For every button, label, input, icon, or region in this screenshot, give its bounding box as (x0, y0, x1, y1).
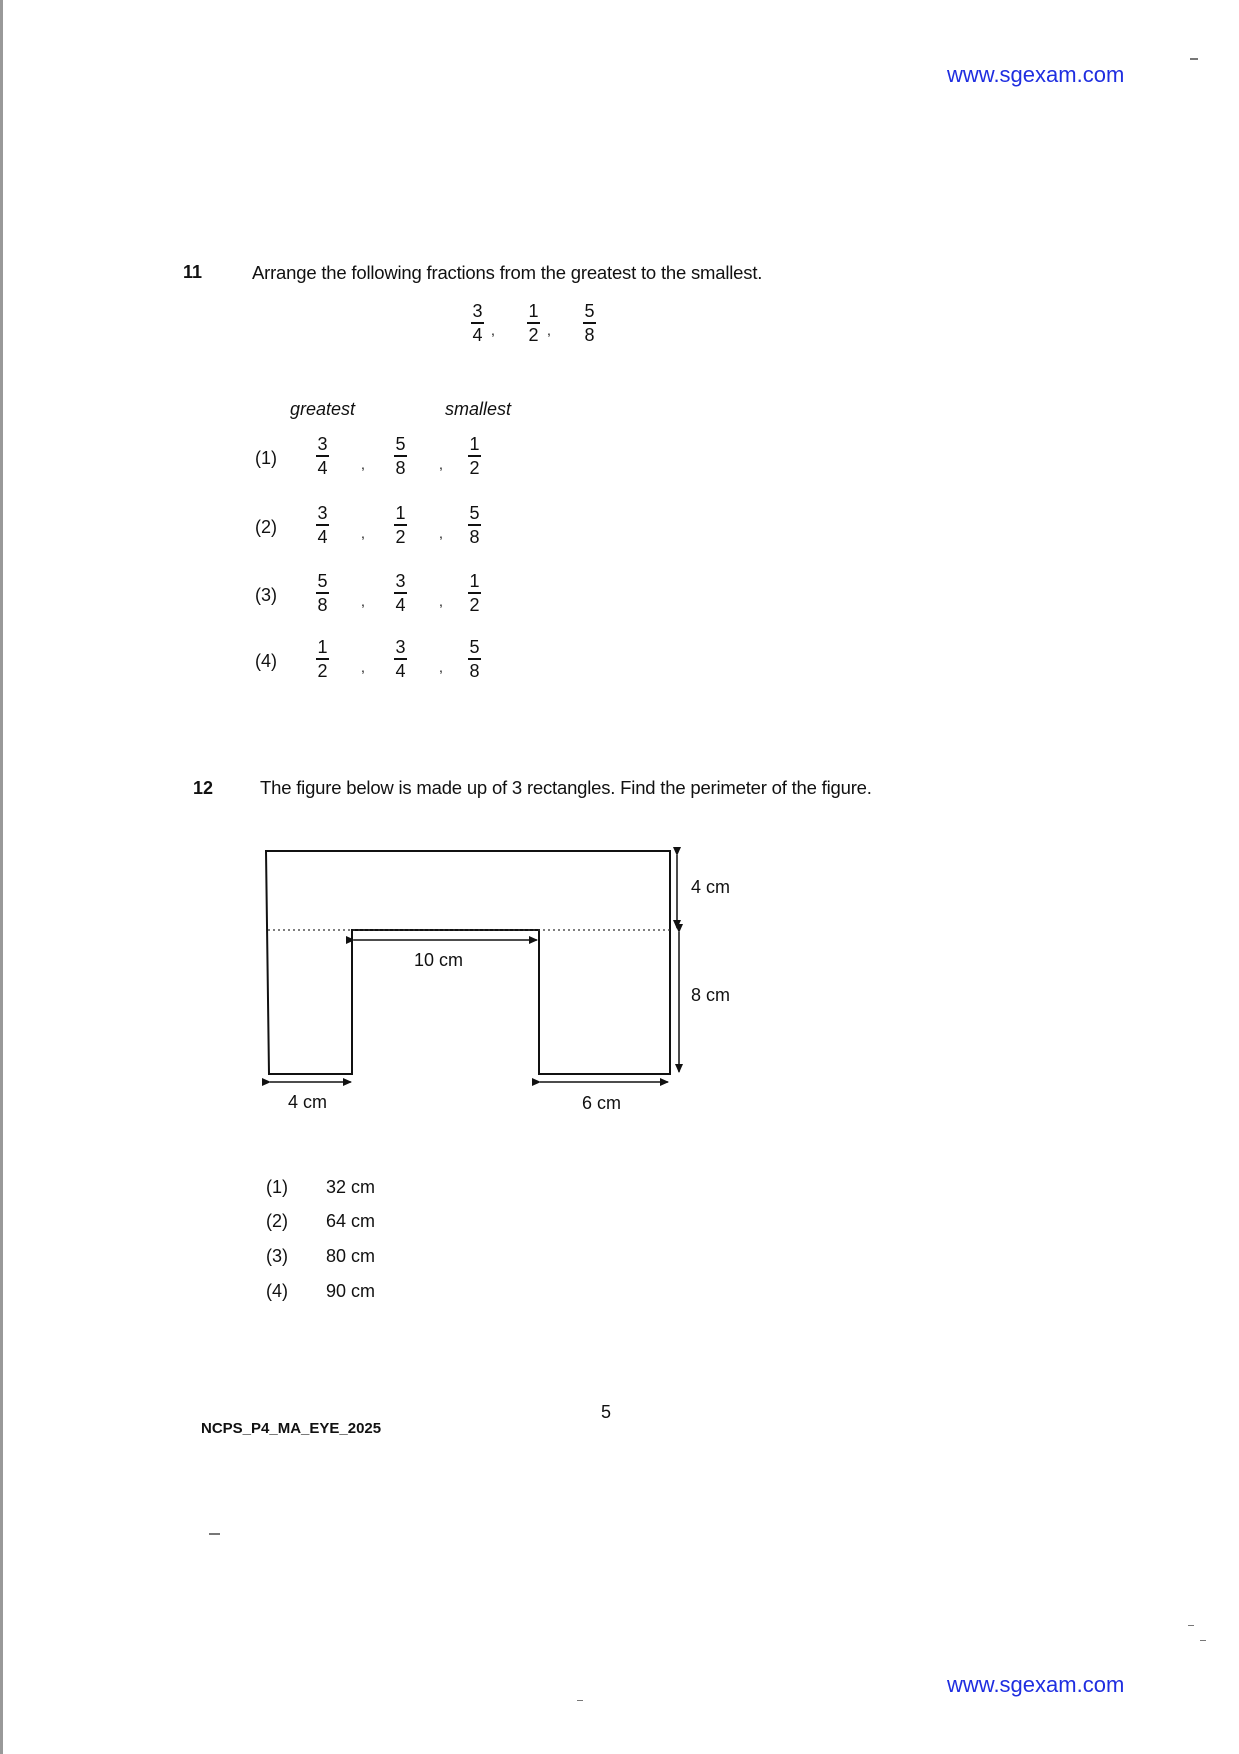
numerator: 3 (395, 637, 406, 657)
q12-option-value: 90 cm (326, 1281, 376, 1301)
q11-option-label[interactable]: (3) (255, 585, 277, 605)
numerator: 5 (469, 637, 480, 657)
comma-separator: , (439, 659, 443, 675)
numerator: 5 (584, 301, 595, 321)
denominator: 8 (584, 324, 595, 345)
numerator: 1 (528, 301, 539, 321)
denominator: 2 (469, 594, 480, 615)
label-side-height: 8 cm (691, 985, 731, 1005)
q11-option-label[interactable]: (2) (255, 517, 277, 537)
denominator: 4 (395, 594, 406, 615)
denominator: 4 (317, 526, 328, 547)
scan-mark (1200, 1640, 1206, 1641)
numerator: 3 (317, 434, 328, 454)
q12-text: The figure below is made up of 3 rectangles. Find the perimeter of the figure. (260, 777, 872, 798)
q11-text: Arrange the following fractions from the greatest to the smallest. (252, 262, 763, 283)
page-number: 5 (601, 1402, 612, 1422)
comma-separator: , (439, 525, 443, 541)
numerator: 3 (472, 301, 483, 321)
footer-website-link[interactable]: www.sgexam.com (947, 1672, 1125, 1697)
q11-option-label[interactable]: (1) (255, 448, 277, 468)
scan-mark (577, 1700, 583, 1701)
numerator: 5 (469, 503, 480, 523)
q12-option-value: 64 cm (326, 1211, 376, 1231)
numerator: 1 (469, 434, 480, 454)
numerator: 1 (317, 637, 328, 657)
label-top-height: 4 cm (691, 877, 731, 897)
comma-separator: , (439, 593, 443, 609)
q12-option-label[interactable]: (1) (266, 1177, 288, 1197)
smallest-label: smallest (445, 399, 512, 419)
numerator: 3 (395, 571, 406, 591)
comma-separator: , (547, 322, 551, 338)
label-gap-width: 10 cm (414, 950, 464, 970)
scan-mark (209, 1533, 220, 1535)
q12-option-label[interactable]: (3) (266, 1246, 288, 1266)
comma-separator: , (361, 456, 365, 472)
denominator: 8 (317, 594, 328, 615)
denominator: 2 (469, 457, 480, 478)
numerator: 1 (395, 503, 406, 523)
paper-code: NCPS_P4_MA_EYE_2025 (201, 1420, 382, 1437)
header-website-link[interactable]: www.sgexam.com (947, 62, 1125, 87)
denominator: 2 (528, 324, 539, 345)
scan-mark (1188, 1625, 1194, 1626)
denominator: 8 (469, 660, 480, 681)
q12-option-label[interactable]: (4) (266, 1281, 288, 1301)
comma-separator: , (491, 322, 495, 338)
q12-number: 12 (193, 778, 214, 798)
numerator: 5 (317, 571, 328, 591)
numerator: 1 (469, 571, 480, 591)
denominator: 4 (317, 457, 328, 478)
comma-separator: , (361, 659, 365, 675)
numerator: 3 (317, 503, 328, 523)
denominator: 2 (395, 526, 406, 547)
comma-separator: , (361, 525, 365, 541)
numerator: 5 (395, 434, 406, 454)
greatest-label: greatest (290, 399, 356, 419)
label-right-width: 6 cm (582, 1093, 622, 1113)
figure-outline (266, 851, 670, 1074)
denominator: 8 (395, 457, 406, 478)
q11-number: 11 (183, 262, 203, 282)
denominator: 2 (317, 660, 328, 681)
denominator: 8 (469, 526, 480, 547)
q12-option-label[interactable]: (2) (266, 1211, 288, 1231)
label-left-width: 4 cm (288, 1092, 328, 1112)
comma-separator: , (361, 593, 365, 609)
comma-separator: , (439, 456, 443, 472)
denominator: 4 (472, 324, 483, 345)
denominator: 4 (395, 660, 406, 681)
q11-option-label[interactable]: (4) (255, 651, 277, 671)
q12-option-value: 32 cm (326, 1177, 376, 1197)
q12-option-value: 80 cm (326, 1246, 376, 1266)
scan-mark (1190, 58, 1198, 60)
